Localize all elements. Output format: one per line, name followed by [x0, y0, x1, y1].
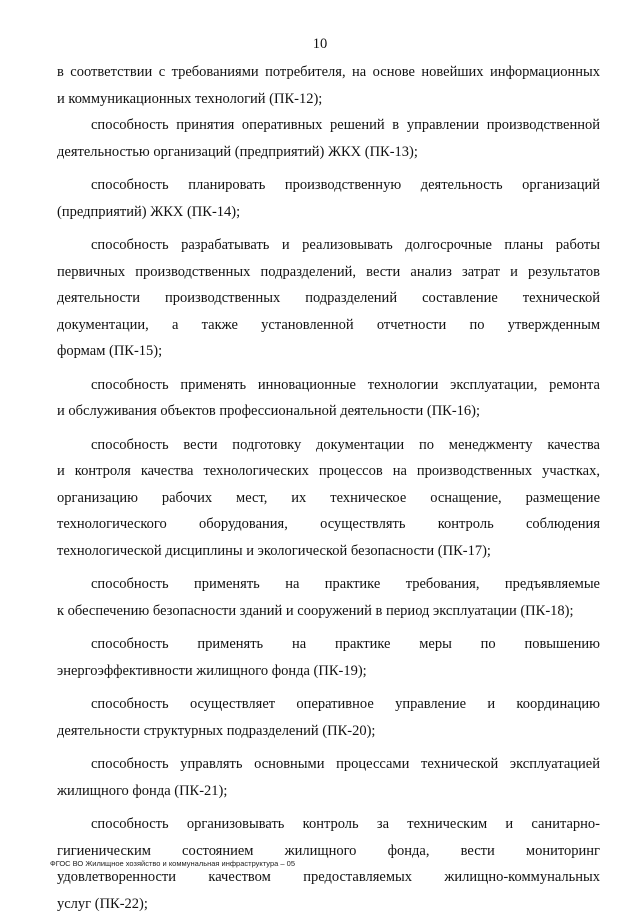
document-body [57, 59, 600, 924]
paragraph [57, 631, 600, 684]
page-footer: ФГОС ВО Жилищное хозяйство и коммунальная инфраструктура – 05 [50, 859, 295, 868]
text-line: способность управлять основными процессами технической эксплуатацией [91, 756, 600, 772]
text-line: способность вести подготовку документации по менеджменту качества [91, 436, 600, 453]
text-line: и коммуникационных технологий (ПК-12); [57, 90, 323, 107]
paragraph [57, 751, 600, 804]
text-line: первичных производственных подразделений, вести анализ затрат и результатов [57, 263, 600, 280]
text-line: энергоэффективности жилищного фонда (ПК-19); [57, 662, 367, 679]
text-line: и контроля качества технологических процессов на производственных участках, [57, 463, 600, 479]
text-line: документации, а также установленной отчетности по утвержденным [57, 316, 600, 333]
text-line: услуг (ПК-22); [57, 895, 148, 912]
text-line: (предприятий) ЖКХ (ПК-14); [57, 203, 241, 220]
text-line: деятельностью организаций (предприятий) ЖКХ (ПК-13); [57, 143, 418, 160]
text-line: формам (ПК-15); [57, 343, 163, 359]
text-line: технологической дисциплины и экологической безопасности (ПК-17); [57, 542, 491, 559]
paragraph [57, 691, 600, 744]
text-line: в соответствии с требованиями потребителя, на основе новейших информационных [57, 64, 600, 80]
text-line: удовлетворенности качеством предоставляемых жилищно-коммунальных [57, 869, 600, 885]
paragraph [57, 112, 600, 165]
text-line: способность организовывать контроль за техническим и санитарно- [91, 816, 600, 832]
text-line: технологического оборудования, осуществлять контроль соблюдения [57, 516, 600, 532]
page-number: 10 [312, 36, 328, 52]
text-line: организацию рабочих мест, их техническое оснащение, размещение [57, 489, 600, 506]
paragraph [57, 432, 600, 565]
text-line: и обслуживания объектов профессиональной деятельности (ПК-16); [57, 403, 481, 419]
text-line: способность планировать производственную деятельность организаций [91, 177, 600, 193]
text-line: способность разрабатывать и реализовывать долгосрочные планы работы [91, 237, 600, 253]
text-line: деятельности производственных подразделений составление технической [57, 290, 600, 306]
text-line: гигиеническим состоянием жилищного фонда, вести мониторинг [57, 842, 600, 859]
text-line: способность принятия оперативных решений в управлении производственной [91, 117, 600, 133]
text-line: деятельности структурных подразделений (ПК-20); [57, 722, 376, 739]
text-line: способность применять на практике меры по повышению [91, 636, 600, 652]
text-line: жилищного фонда (ПК-21); [57, 782, 228, 799]
paragraph [57, 232, 600, 365]
paragraph [57, 372, 600, 425]
text-line: способность осуществляет оперативное управление и координацию [91, 696, 600, 712]
text-line: способность применять на практике требования, предъявляемые [91, 576, 600, 592]
paragraph [57, 571, 600, 624]
text-line: способность применять инновационные технологии эксплуатации, ремонта [91, 376, 600, 393]
paragraph [57, 172, 600, 225]
paragraph [57, 59, 600, 112]
text-line: к обеспечению безопасности зданий и сооружений в период эксплуатации (ПК-18); [57, 602, 574, 619]
